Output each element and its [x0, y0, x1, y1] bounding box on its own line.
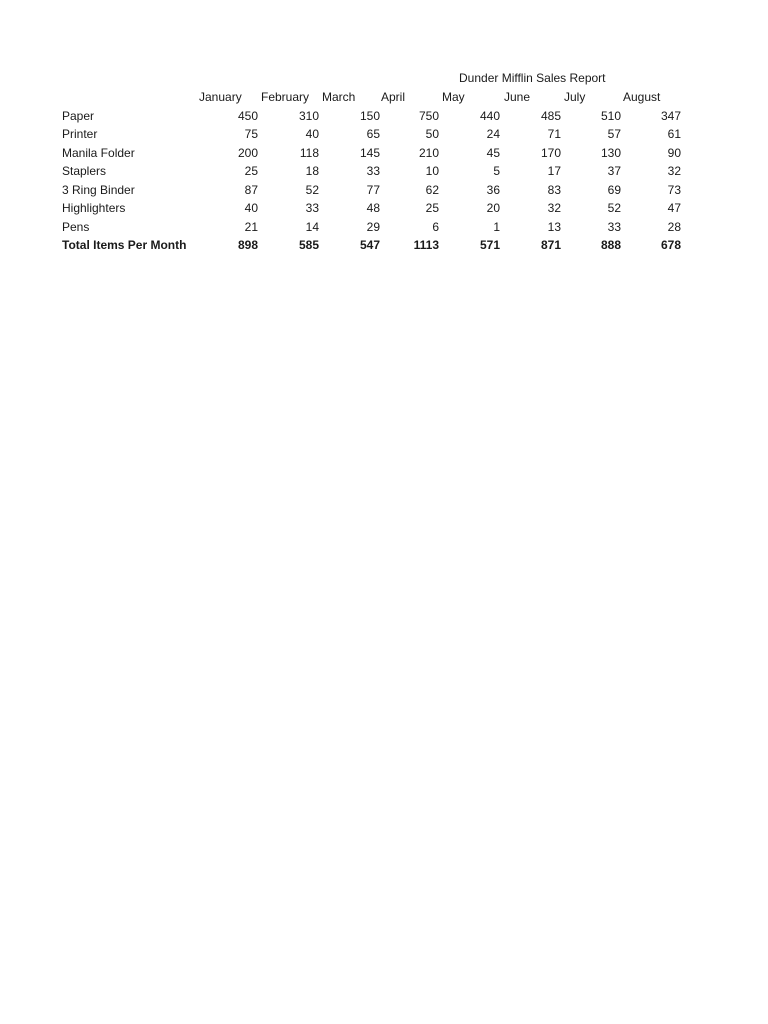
sales-value: 83: [547, 182, 561, 197]
sales-value: 73: [667, 182, 681, 197]
sales-value: 77: [366, 182, 380, 197]
item-label: Pens: [62, 219, 90, 234]
month-header-label: July: [564, 90, 586, 104]
sales-value: 6: [432, 219, 439, 234]
month-header: [380, 88, 439, 107]
sales-value: 71: [547, 127, 561, 141]
sales-value: 69: [607, 182, 621, 197]
sales-value: 33: [305, 201, 319, 215]
total-value: 1113: [413, 238, 439, 252]
table-row: [62, 144, 681, 163]
month-header: [500, 88, 561, 107]
month-header-label: June: [504, 90, 531, 104]
table-row: [62, 125, 681, 144]
sales-value: 90: [667, 145, 681, 160]
sales-value: 62: [425, 182, 439, 197]
sales-value: 65: [366, 127, 380, 141]
sales-value: 52: [305, 182, 319, 197]
sales-value: 25: [425, 201, 439, 215]
sales-table: [62, 88, 681, 255]
month-header-label: March: [322, 90, 356, 104]
sales-value: 14: [305, 219, 319, 234]
month-header-label: May: [442, 90, 465, 104]
sales-value: 57: [607, 127, 621, 141]
sales-value: 28: [667, 219, 681, 234]
sales-value: 21: [244, 219, 258, 234]
sales-value: 48: [366, 201, 380, 215]
sales-value: 18: [305, 164, 319, 178]
total-value: 678: [660, 238, 681, 252]
sales-value: 210: [418, 145, 439, 160]
sales-value: 50: [425, 127, 439, 141]
item-label: 3 Ring Binder: [62, 182, 135, 197]
item-label: Staplers: [62, 164, 107, 178]
month-header: [439, 88, 500, 107]
total-row: [62, 236, 681, 255]
sales-value: 33: [366, 164, 380, 178]
sales-value: 87: [244, 182, 258, 197]
sales-value: 510: [600, 108, 621, 123]
sales-value: 47: [667, 201, 681, 215]
sales-value: 440: [479, 108, 500, 123]
month-header: [561, 88, 621, 107]
report-title: Dunder Mifflin Sales Report: [459, 71, 606, 85]
sales-value: 24: [486, 127, 500, 141]
item-label: Highlighters: [62, 201, 126, 215]
sales-value: 170: [540, 145, 561, 160]
table-row: [62, 218, 681, 237]
month-header-label: August: [623, 90, 661, 104]
month-header-label: April: [381, 90, 406, 104]
sales-value: 40: [305, 127, 319, 141]
sales-value: 310: [298, 108, 319, 123]
sales-value: 37: [607, 164, 621, 178]
sales-value: 33: [607, 219, 621, 234]
sales-value: 150: [359, 108, 380, 123]
item-label: Manila Folder: [62, 145, 135, 160]
sales-value: 13: [547, 219, 561, 234]
sales-value: 485: [540, 108, 561, 123]
sales-value: 17: [547, 164, 561, 178]
total-value: 898: [237, 238, 258, 252]
sales-value: 32: [547, 201, 561, 215]
sales-value: 118: [299, 145, 319, 160]
sales-value: 52: [607, 201, 621, 215]
sales-value: 450: [237, 108, 258, 123]
sales-value: 29: [366, 219, 380, 234]
sales-value: 130: [600, 145, 621, 160]
table-row: [62, 162, 681, 181]
table-row: [62, 181, 681, 200]
sales-value: 61: [667, 127, 681, 141]
month-header: [197, 88, 258, 107]
item-label: Printer: [62, 127, 98, 141]
sales-value: 20: [486, 201, 500, 215]
month-header: [319, 88, 380, 107]
total-label: Total Items Per Month: [62, 238, 187, 252]
item-label: Paper: [62, 108, 95, 123]
sales-value: 32: [667, 164, 681, 178]
sales-value: 36: [486, 182, 500, 197]
sales-value: 1: [493, 219, 500, 234]
total-value: 571: [479, 238, 500, 252]
sales-value: 200: [237, 145, 258, 160]
total-value: 888: [600, 238, 621, 252]
table-row: [62, 199, 681, 218]
sales-value: 750: [418, 108, 439, 123]
month-header-row: [62, 88, 681, 107]
month-header: [621, 88, 681, 107]
total-value: 585: [298, 238, 319, 252]
sales-value: 75: [244, 127, 258, 141]
sales-value: 45: [486, 145, 500, 160]
total-value: 871: [540, 238, 561, 252]
table-row: [62, 107, 681, 126]
month-header-label: February: [261, 90, 310, 104]
total-value: 547: [359, 238, 380, 252]
month-header: [258, 88, 319, 107]
sales-value: 5: [493, 164, 500, 178]
month-header-label: January: [199, 90, 242, 104]
sales-value: 347: [660, 108, 681, 123]
sales-value: 10: [425, 164, 439, 178]
sales-value: 25: [244, 164, 258, 178]
header-corner: [62, 88, 197, 107]
sales-value: 40: [244, 201, 258, 215]
sales-value: 145: [359, 145, 380, 160]
